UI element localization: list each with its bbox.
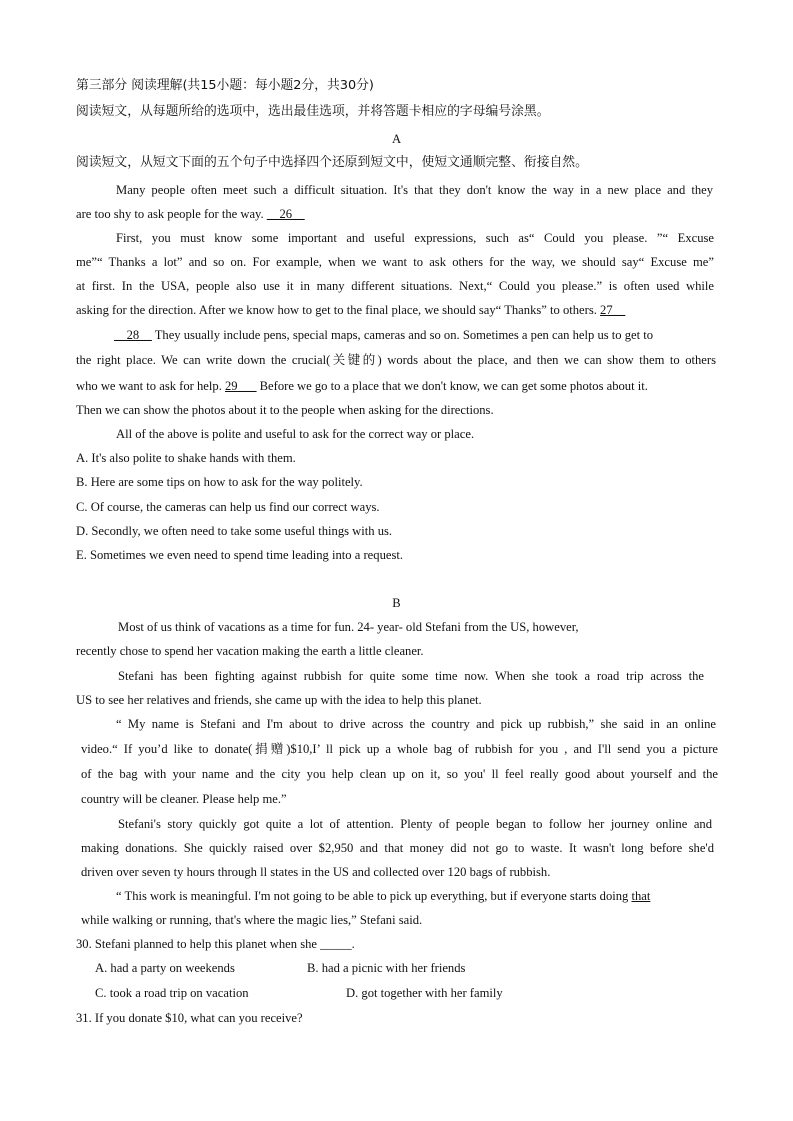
passage-a-line: First, you must know some important and useful expressions, such as“ Could you please. ”“ Excuse xyxy=(116,231,714,245)
passage-a-line: the right place. We can write down the crucial(关键的) words about the place, and then we can show them to others xyxy=(76,353,716,367)
question-30-option-a: A. had a party on weekends xyxy=(95,961,235,975)
passage-b-line: driven over seven ty hours through ll states in the US and collected over 120 bags of rubbish. xyxy=(81,865,551,879)
passage-b-line: US to see her relatives and friends, she came up with the idea to help this planet. xyxy=(76,693,482,707)
passage-a-line: asking for the direction. After we know how to get to the final place, we should say“ Thanks” to others. 27__ xyxy=(76,303,626,317)
section-a-label: A xyxy=(391,132,402,146)
blank-28: __28__ xyxy=(114,328,152,342)
passage-b-line: of the bag with your name and the city you help clean up on it, so you' ll feel really good about yourself and the xyxy=(81,767,718,781)
passage-b-line: “ This work is meaningful. I'm not going to be able to pick up everything, but if everyone starts doing that xyxy=(116,889,651,903)
part-title: 第三部分 阅读理解(共15小题：每小题2分，共30分) xyxy=(76,78,374,93)
section-b-label: B xyxy=(392,596,401,610)
passage-a-line: Many people often meet such a difficult situation. It's that they don't know the way in a new place and they xyxy=(116,183,713,197)
question-31: 31. If you donate $10, what can you receive? xyxy=(76,1011,303,1025)
passage-b-line: making donations. She quickly raised over $2,950 and that money did not go to waste. It wasn't long before she'd xyxy=(81,841,714,855)
passage-b-line: country will be cleaner. Please help me.” xyxy=(81,792,287,806)
option-a: A. It's also polite to shake hands with them. xyxy=(76,451,296,465)
passage-a-line: __28__ They usually include pens, special maps, cameras and so on. Sometimes a pen can help us to get to xyxy=(114,328,654,342)
passage-a-line: are too shy to ask people for the way. __26__ xyxy=(76,207,305,221)
blank-29: 29___ xyxy=(225,379,257,393)
option-b: B. Here are some tips on how to ask for the way politely. xyxy=(76,475,363,489)
passage-a-line: at first. In the USA, people also use it in many different situations. Next,“ Could you please.” is often used while xyxy=(76,279,714,293)
option-d: D. Secondly, we often need to take some useful things with us. xyxy=(76,524,393,538)
passage-b-line: “ My name is Stefani and I'm about to drive across the country and pick up rubbish,” she said in an online xyxy=(116,717,716,731)
blank-27: 27__ xyxy=(600,303,626,317)
section-a-instruction: 阅读短文，从短文下面的五个句子中选择四个还原到短文中，使短文通顺完整、衔接自然。 xyxy=(76,155,588,170)
option-e: E. Sometimes we even need to spend time leading into a request. xyxy=(76,548,404,562)
underlined-word-that: that xyxy=(631,889,651,903)
blank-26: __26__ xyxy=(266,207,305,221)
part-instruction: 阅读短文，从每题所给的选项中，选出最佳选项，并将答题卡相应的字母编号涂黑。 xyxy=(76,104,550,119)
question-30: 30. Stefani planned to help this planet when she _____. xyxy=(76,937,355,951)
passage-a-line: All of the above is polite and useful to ask for the correct way or place. xyxy=(116,427,475,441)
passage-b-line: Stefani's story quickly got quite a lot of attention. Plenty of people began to follow her journey online and xyxy=(118,817,712,831)
passage-a-line: me”“ Thanks a lot” and so on. For example, when we want to ask others for the way, we should say“ Excuse me” xyxy=(76,255,714,269)
passage-b-line: recently chose to spend her vacation making the earth a little cleaner. xyxy=(76,644,424,658)
passage-b-line: video.“ If you’d like to donate(捐赠)$10,I’ ll pick up a whole bag of rubbish for you , and I'll send you a picture xyxy=(81,742,718,756)
passage-b-line: while walking or running, that's where the magic lies,” Stefani said. xyxy=(81,913,423,927)
passage-b-line: Most of us think of vacations as a time for fun. 24- year- old Stefani from the US, however, xyxy=(118,620,579,634)
question-30-option-c: C. took a road trip on vacation xyxy=(95,986,249,1000)
passage-a-line: who we want to ask for help. 29___ Before we go to a place that we don't know, we can get some photos about it. xyxy=(76,379,648,393)
question-30-option-b: B. had a picnic with her friends xyxy=(307,961,466,975)
passage-b-line: Stefani has been fighting against rubbish for quite some time now. When she took a road trip across the xyxy=(118,669,704,683)
option-c: C. Of course, the cameras can help us find our correct ways. xyxy=(76,500,380,514)
passage-a-line: Then we can show the photos about it to the people when asking for the directions. xyxy=(76,403,494,417)
question-30-option-d: D. got together with her family xyxy=(346,986,503,1000)
